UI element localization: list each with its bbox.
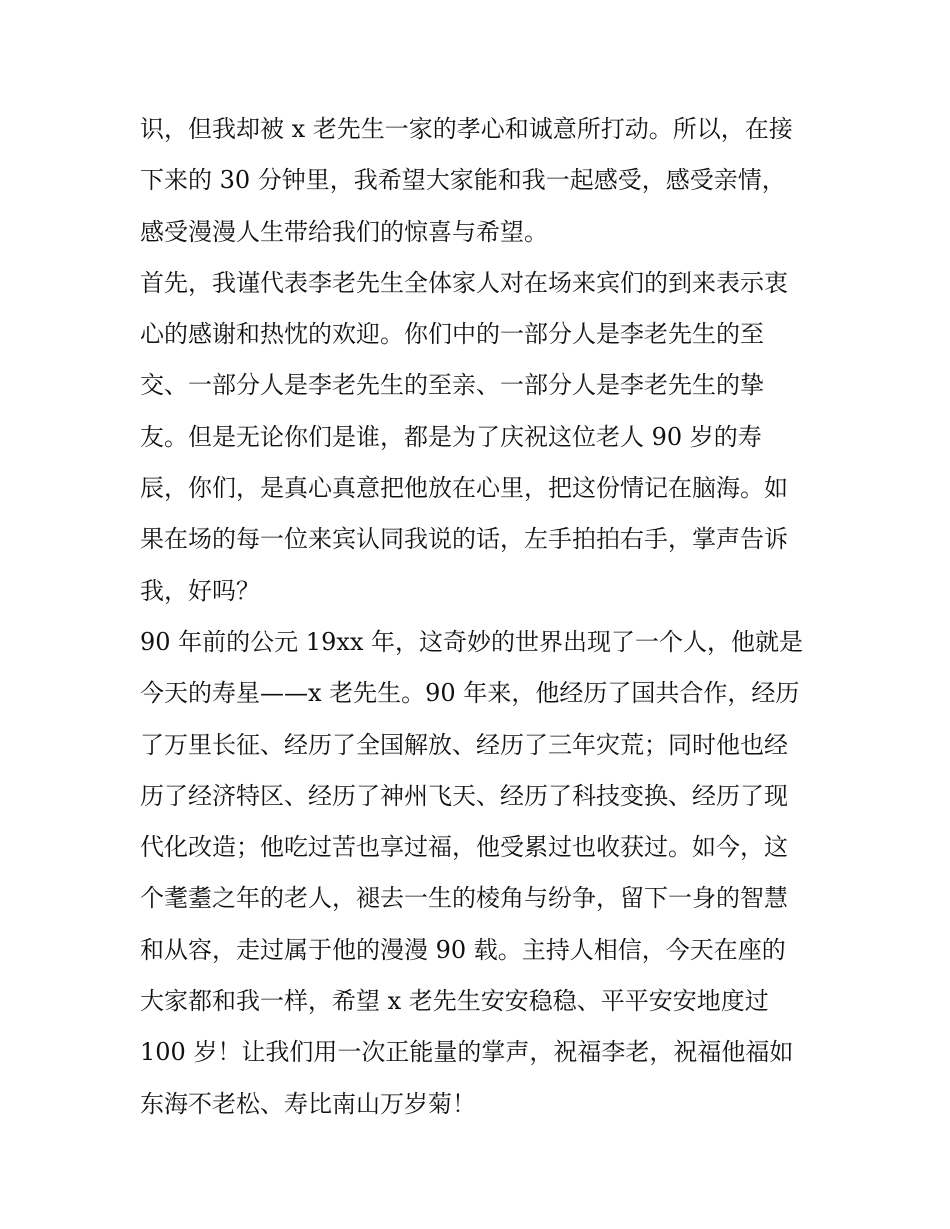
text-line: 交、一部分人是李老先生的至亲、一部分人是李老先生的挚 <box>140 371 764 400</box>
text-line: 首先，我谨代表李老先生全体家人对在场来宾们的到来表示衷 <box>140 268 788 297</box>
text-line: 我，好吗？ <box>140 576 260 605</box>
text-line: 90 年前的公元 19xx 年，这奇妙的世界出现了一个人，他就是 <box>140 627 804 656</box>
text-line: 果在场的每一位来宾认同我说的话，左手拍拍右手，掌声告诉 <box>140 525 788 554</box>
text-line: 了万里长征、经历了全国解放、经历了三年灾荒；同时他也经 <box>140 730 788 759</box>
text-line: 历了经济特区、经历了神州飞天、经历了科技变换、经历了现 <box>140 781 788 810</box>
text-line: 友。但是无论你们是谁，都是为了庆祝这位老人 90 岁的寿 <box>140 422 762 451</box>
speech-text <box>140 104 820 1130</box>
text-line: 下来的 30 分钟里，我希望大家能和我一起感受，感受亲情， <box>140 166 786 195</box>
text-line: 东海不老松、寿比南山万岁菊！ <box>140 1089 476 1118</box>
text-line: 今天的寿星——x 老先生。90 年来，他经历了国共合作，经历 <box>140 679 800 708</box>
text-line: 辰，你们，是真心真意把他放在心里，把这份情记在脑海。如 <box>140 474 788 503</box>
text-line: 代化改造；他吃过苦也享过福，他受累过也收获过。如今，这 <box>140 833 788 862</box>
text-line: 识，但我却被 x 老先生一家的孝心和诚意所打动。所以，在接 <box>140 115 793 143</box>
text-line: 大家都和我一样，希望 x 老先生安安稳稳、平平安安地度过 <box>140 987 769 1016</box>
text-line: 感受漫漫人生带给我们的惊喜与希望。 <box>140 217 548 246</box>
text-line: 个耄耋之年的老人，褪去一生的棱角与纷争，留下一身的智慧 <box>140 884 788 913</box>
text-line: 和从容，走过属于他的漫漫 90 载。主持人相信，今天在座的 <box>140 935 786 964</box>
text-line: 100 岁！让我们用一次正能量的掌声，祝福李老，祝福他福如 <box>140 1038 794 1067</box>
text-line: 心的感谢和热忱的欢迎。你们中的一部分人是李老先生的至 <box>140 320 764 349</box>
